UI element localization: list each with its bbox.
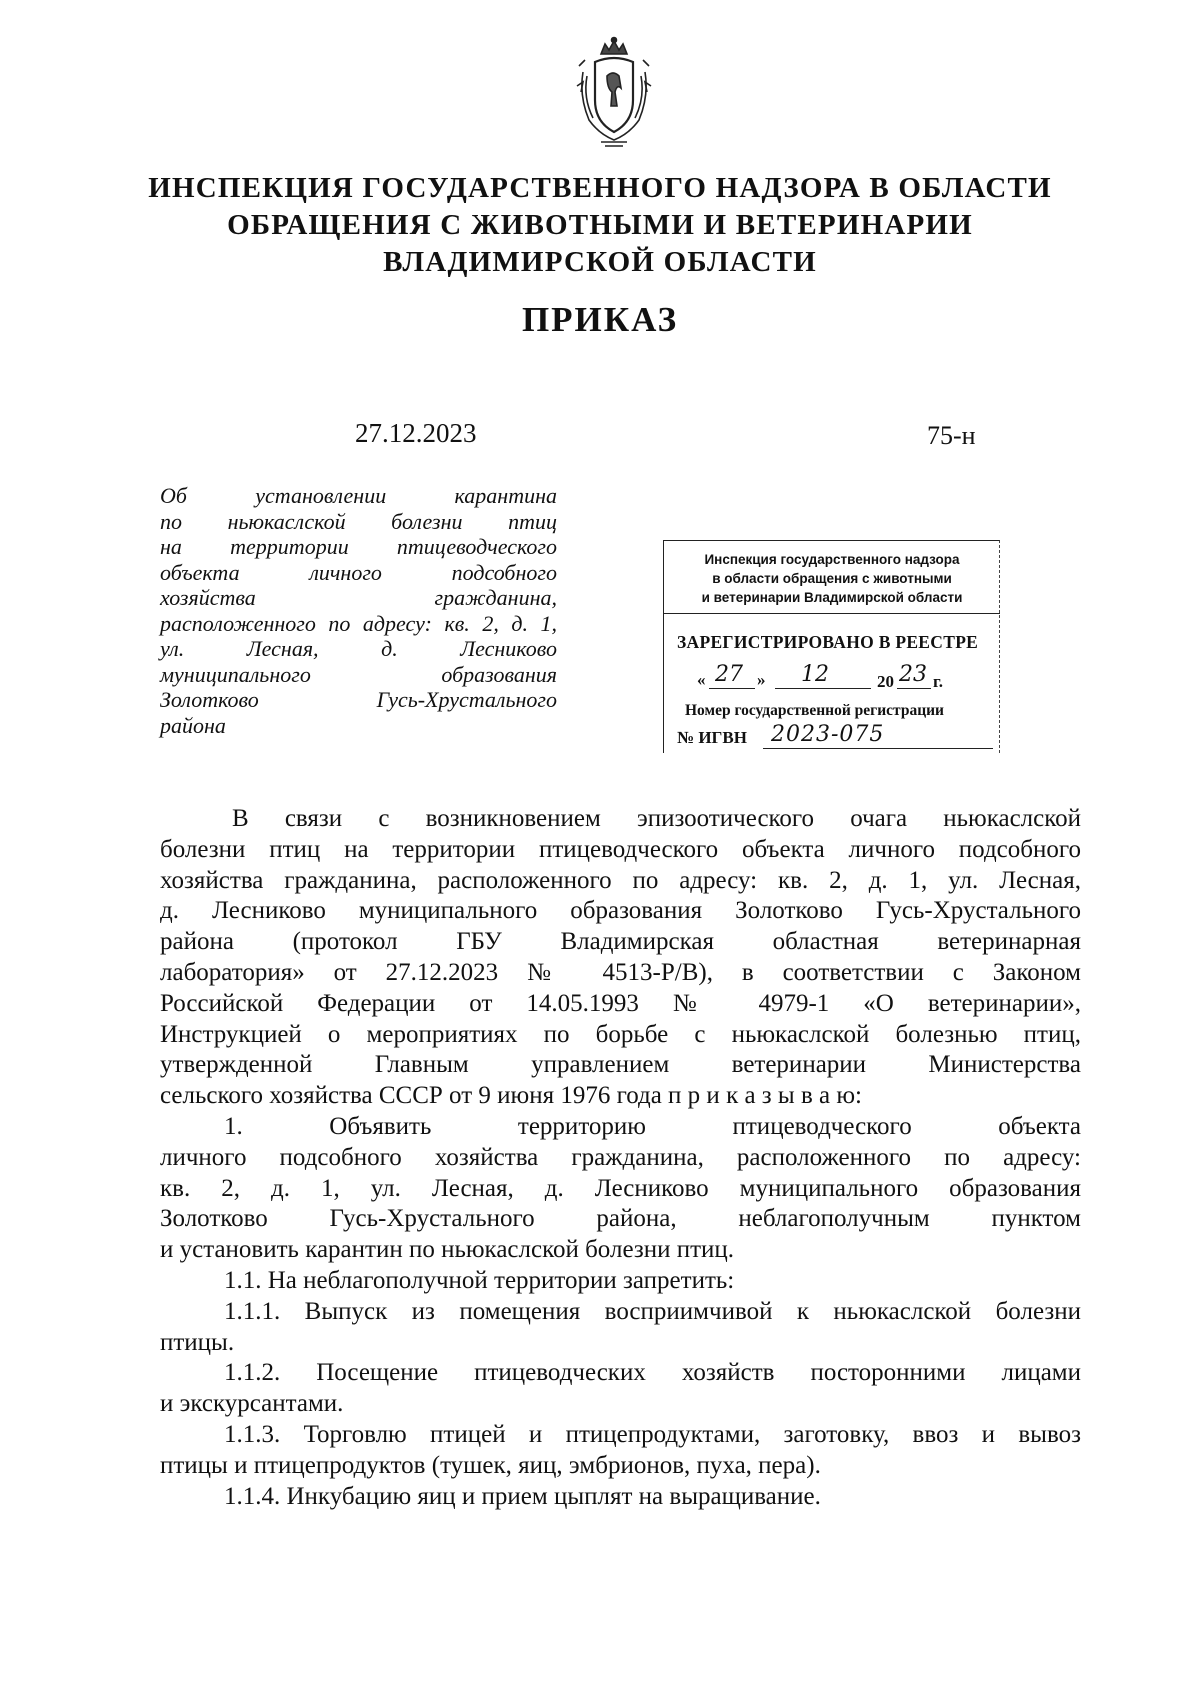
subject-line: хозяйства гражданина, — [160, 585, 557, 610]
item-1-1-1-line: птицы. — [160, 1328, 235, 1356]
stamp-organization — [673, 550, 991, 607]
coat-of-arms-icon — [571, 36, 657, 148]
stamp-open-quote: « — [697, 670, 706, 689]
subject-line: муниципального образования — [160, 661, 557, 687]
body-line: Российской Федерации от 14.05.1993 № 4979-1 «О ветеринарии», — [160, 989, 1081, 1017]
stamp-org-line: Инспекция государственного надзора — [704, 552, 960, 567]
stamp-month-underline — [775, 688, 871, 689]
body-line: болезни птиц на территории птицеводческого объекта личного подсобного — [160, 835, 1081, 863]
stamp-year-unit: г. — [933, 672, 944, 691]
subject-line: объекта личного подсобного — [160, 559, 557, 585]
item-1-1-3-line: 1.1.3. Торговлю птицей и птицепродуктами, заготовку, ввоз и вывоз — [224, 1420, 1081, 1448]
order-body — [160, 804, 1081, 1512]
item-1-1-4: 1.1.4. Инкубацию яиц и прием цыплят на выращивание. — [224, 1482, 821, 1510]
subject-line: по ньюкаслской болезни птиц — [160, 508, 557, 534]
body-line: района (протокол ГБУ Владимирская областная ветеринарная — [160, 928, 1081, 956]
subject-line: Золотково Гусь-Хрустального — [160, 687, 557, 712]
stamp-year-prefix: 20 — [877, 672, 894, 691]
stamp-registration-date — [683, 662, 993, 698]
subject-line: на территории птицеводческого — [160, 534, 557, 559]
authority-line: ИНСПЕКЦИЯ ГОСУДАРСТВЕННОГО НАДЗОРА В ОБЛАСТИ — [148, 172, 1052, 204]
stamp-igbn-value: 2023-075 — [771, 722, 885, 747]
item-1-line: и установить карантин по ньюкаслской болезни птиц. — [160, 1236, 735, 1264]
stamp-month: 12 — [801, 662, 829, 687]
body-line: хозяйства гражданина, расположенного по адресу: кв. 2, д. 1, ул. Лесная, — [160, 866, 1081, 894]
body-line: сельского хозяйства СССР от 9 июня 1976 года п р и к а з ы в а ю: — [160, 1082, 863, 1110]
order-subject — [160, 483, 557, 738]
subject-line: расположенного по адресу: кв. 2, д. 1, — [160, 610, 557, 636]
item-1-line: 1. Объявить территорию птицеводческого объекта — [224, 1112, 1081, 1140]
stamp-day: 27 — [715, 662, 743, 687]
item-1-line: кв. 2, д. 1, ул. Лесная, д. Лесниково муниципального образования — [160, 1174, 1081, 1202]
stamp-year-suffix: 23 — [899, 662, 927, 687]
authority-line: ВЛАДИМИРСКОЙ ОБЛАСТИ — [383, 246, 817, 278]
item-1-1-2-line: 1.1.2. Посещение птицеводческих хозяйств посторонними лицами — [224, 1359, 1081, 1387]
item-1-line: личного подсобного хозяйства гражданина, расположенного по адресу: — [160, 1143, 1081, 1171]
body-line: д. Лесниково муниципального образования Золотково Гусь-Хрустального — [160, 897, 1081, 925]
stamp-year-underline — [897, 688, 931, 689]
body-line: В связи с возникновением эпизоотического очага ньюкаслской — [232, 805, 1081, 832]
stamp-close-quote: » — [757, 670, 766, 689]
stamp-reg-number-label: Номер государственной регистрации — [685, 702, 944, 719]
body-line: Инструкцией о мероприятиях по борьбе с ньюкаслской болезнью птиц, — [160, 1020, 1081, 1048]
body-line: лаборатория» от 27.12.2023 № 4513-Р/В), в соответствии с Законом — [160, 958, 1081, 986]
item-1-1: 1.1. На неблагополучной территории запретить: — [224, 1266, 735, 1294]
item-1-1-1-line: 1.1.1. Выпуск из помещения восприимчивой к ньюкаслской болезни — [224, 1297, 1081, 1325]
stamp-igbn-label: № ИГВН — [677, 728, 747, 747]
stamp-divider — [663, 613, 1000, 614]
item-1-line: Золотково Гусь-Хрустального района, неблагополучным пунктом — [160, 1205, 1081, 1233]
registration-stamp — [663, 540, 1001, 755]
subject-line: Об установлении карантина — [160, 483, 557, 508]
document-title: ПРИКАЗ — [521, 300, 679, 339]
stamp-day-underline — [709, 688, 755, 689]
order-date: 27.12.2023 — [355, 418, 477, 448]
issuing-authority — [100, 170, 1100, 281]
authority-line: ОБРАЩЕНИЯ С ЖИВОТНЫМИ И ВЕТЕРИНАРИИ — [227, 209, 973, 241]
stamp-org-line: и ветеринарии Владимирской области — [701, 590, 963, 605]
item-1-1-2-line: и экскурсантами. — [160, 1390, 344, 1418]
item-1-1-3-line: птицы и птицепродуктов (тушек, яиц, эмбрионов, пуха, пера). — [160, 1451, 821, 1479]
stamp-registered-label: ЗАРЕГИСТРИРОВАНО В РЕЕСТРЕ — [677, 632, 979, 652]
body-line: утвержденной Главным управлением ветеринарии Министерства — [160, 1051, 1081, 1079]
stamp-igbn-underline — [763, 748, 993, 749]
stamp-org-line: в области обращения с животными — [712, 571, 952, 586]
subject-line: ул. Лесная, д. Лесниково — [160, 636, 557, 661]
order-number: 75-н — [927, 421, 976, 450]
subject-line: района — [160, 712, 226, 738]
